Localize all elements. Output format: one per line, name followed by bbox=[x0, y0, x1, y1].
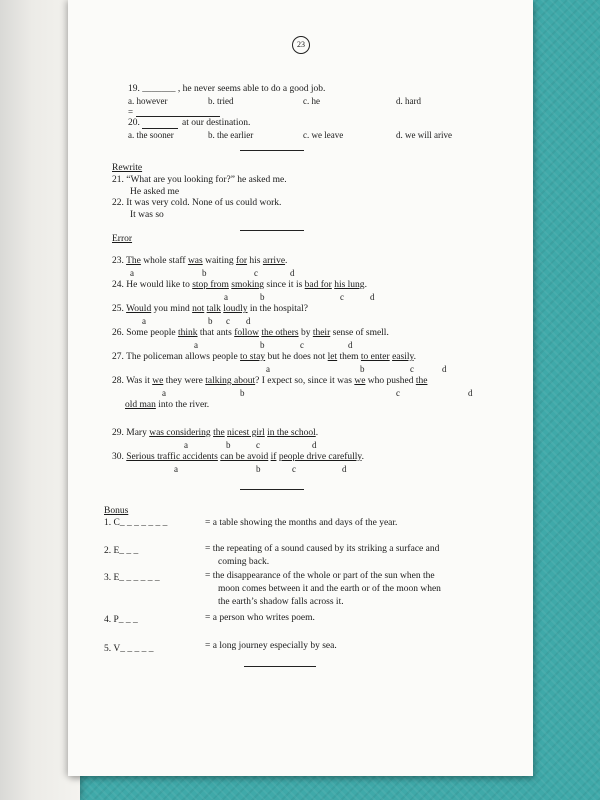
q23-letter-c: c bbox=[254, 268, 258, 278]
q24-letter-c: c bbox=[340, 292, 344, 302]
q30-letter-c: c bbox=[292, 464, 296, 474]
q25-letter-d: d bbox=[246, 316, 251, 326]
question-24: 24. He would like to stop from smoking since it is bad for his lung. bbox=[112, 280, 367, 290]
q26-letter-d: d bbox=[348, 340, 353, 350]
bonus-3-definition-line-3: the earth’s shadow falls across it. bbox=[218, 597, 344, 607]
bonus-2-cue: 2. E_ _ _ bbox=[104, 546, 139, 556]
q23-letter-d: d bbox=[290, 268, 295, 278]
bonus-answer-line bbox=[244, 666, 316, 667]
q27-letter-c: c bbox=[410, 364, 414, 374]
bonus-3-definition: = the disappearance of the whole or part of the sun when the bbox=[205, 571, 435, 581]
question-28: 28. Was it we they were talking about? I expect so, since it was we who pushed the bbox=[112, 376, 428, 386]
bonus-3-cue: 3. E_ _ _ _ _ _ bbox=[104, 573, 160, 583]
q19-option-b: b. tried bbox=[208, 96, 234, 106]
bonus-heading: Bonus bbox=[104, 506, 129, 516]
q26-letter-b: b bbox=[260, 340, 265, 350]
q25-letter-c: c bbox=[226, 316, 230, 326]
q30-letter-b: b bbox=[256, 464, 261, 474]
q20-answer-line bbox=[240, 150, 304, 151]
q25-letter-a: a bbox=[142, 316, 146, 326]
bonus-4-definition: = a person who writes poem. bbox=[205, 613, 315, 623]
q27-letter-b: b bbox=[360, 364, 365, 374]
q28-letter-d: d bbox=[468, 388, 473, 398]
q25-letter-b: b bbox=[208, 316, 213, 326]
bonus-1-cue: 1. C_ _ _ _ _ _ _ bbox=[104, 518, 168, 528]
q20-blank bbox=[142, 128, 178, 129]
q24-letter-a: a bbox=[224, 292, 228, 302]
q20-option-b: b. the earlier bbox=[208, 130, 254, 140]
q20-option-a: a. the sooner bbox=[128, 130, 174, 140]
q23-letter-a: a bbox=[130, 268, 134, 278]
rewrite-heading: Rewrite bbox=[112, 163, 143, 173]
question-29: 29. Mary was considering the nicest girl in the school. bbox=[112, 428, 319, 438]
bonus-5-definition: = a long journey especially by sea. bbox=[205, 641, 337, 651]
bonus-1-definition: = a table showing the months and days of the year. bbox=[205, 518, 398, 528]
q29-letter-d: d bbox=[312, 440, 317, 450]
question-25: 25. Would you mind not talk loudly in the hospital? bbox=[112, 304, 308, 314]
q28-letter-a: a bbox=[162, 388, 166, 398]
question-22-prompt: It was so bbox=[130, 210, 164, 220]
question-21-prompt: He asked me bbox=[130, 187, 180, 197]
q27-letter-a: a bbox=[266, 364, 270, 374]
rewrite-answer-line bbox=[240, 230, 304, 231]
question-26: 26. Some people think that ants follow the others by their sense of smell. bbox=[112, 328, 389, 338]
q30-letter-d: d bbox=[342, 464, 347, 474]
q27-letter-d: d bbox=[442, 364, 447, 374]
question-27: 27. The policeman allows people to stay but he does not let them to enter easily. bbox=[112, 352, 416, 362]
q19-option-c: c. he bbox=[303, 96, 320, 106]
error-answer-line bbox=[240, 489, 304, 490]
question-19: 19. _______ , he never seems able to do a good job. bbox=[128, 84, 326, 94]
q30-letter-a: a bbox=[174, 464, 178, 474]
q28-letter-b: b bbox=[240, 388, 245, 398]
q19-option-d: d. hard bbox=[396, 96, 421, 106]
worksheet-page bbox=[68, 0, 533, 776]
question-28-line-2: old man into the river. bbox=[125, 400, 210, 410]
q24-letter-b: b bbox=[260, 292, 265, 302]
q26-letter-a: a bbox=[194, 340, 198, 350]
q29-letter-a: a bbox=[184, 440, 188, 450]
bonus-2-definition: = the repeating of a sound caused by its striking a surface and bbox=[205, 544, 440, 554]
q29-letter-b: b bbox=[226, 440, 231, 450]
q29-letter-c: c bbox=[256, 440, 260, 450]
q23-letter-b: b bbox=[202, 268, 207, 278]
bonus-4-cue: 4. P_ _ _ bbox=[104, 615, 138, 625]
q19-equals: = bbox=[128, 107, 134, 117]
q20-option-d: d. we will arive bbox=[396, 130, 452, 140]
page-number: 23 bbox=[292, 36, 310, 54]
bonus-3-definition-line-2: moon comes between it and the earth or of the moon when bbox=[218, 584, 441, 594]
q19-answer-line bbox=[136, 116, 220, 117]
q28-letter-c: c bbox=[396, 388, 400, 398]
question-23: 23. The whole staff was waiting for his arrive. bbox=[112, 256, 288, 266]
question-30: 30. Serious traffic accidents can be avoid if people drive carefully. bbox=[112, 452, 364, 462]
question-20-text: at our destination. bbox=[182, 118, 251, 128]
q20-option-c: c. we leave bbox=[303, 130, 344, 140]
question-22: 22. It was very cold. None of us could work. bbox=[112, 198, 282, 208]
q24-letter-d: d bbox=[370, 292, 375, 302]
question-21: 21. “What are you looking for?” he asked me. bbox=[112, 175, 287, 185]
bonus-5-cue: 5. V_ _ _ _ _ bbox=[104, 644, 154, 654]
bonus-2-definition-line-2: coming back. bbox=[218, 557, 270, 567]
q26-letter-c: c bbox=[300, 340, 304, 350]
q19-option-a: a. however bbox=[128, 96, 168, 106]
question-20-number: 20. bbox=[128, 118, 140, 128]
error-heading: Error bbox=[112, 234, 133, 244]
